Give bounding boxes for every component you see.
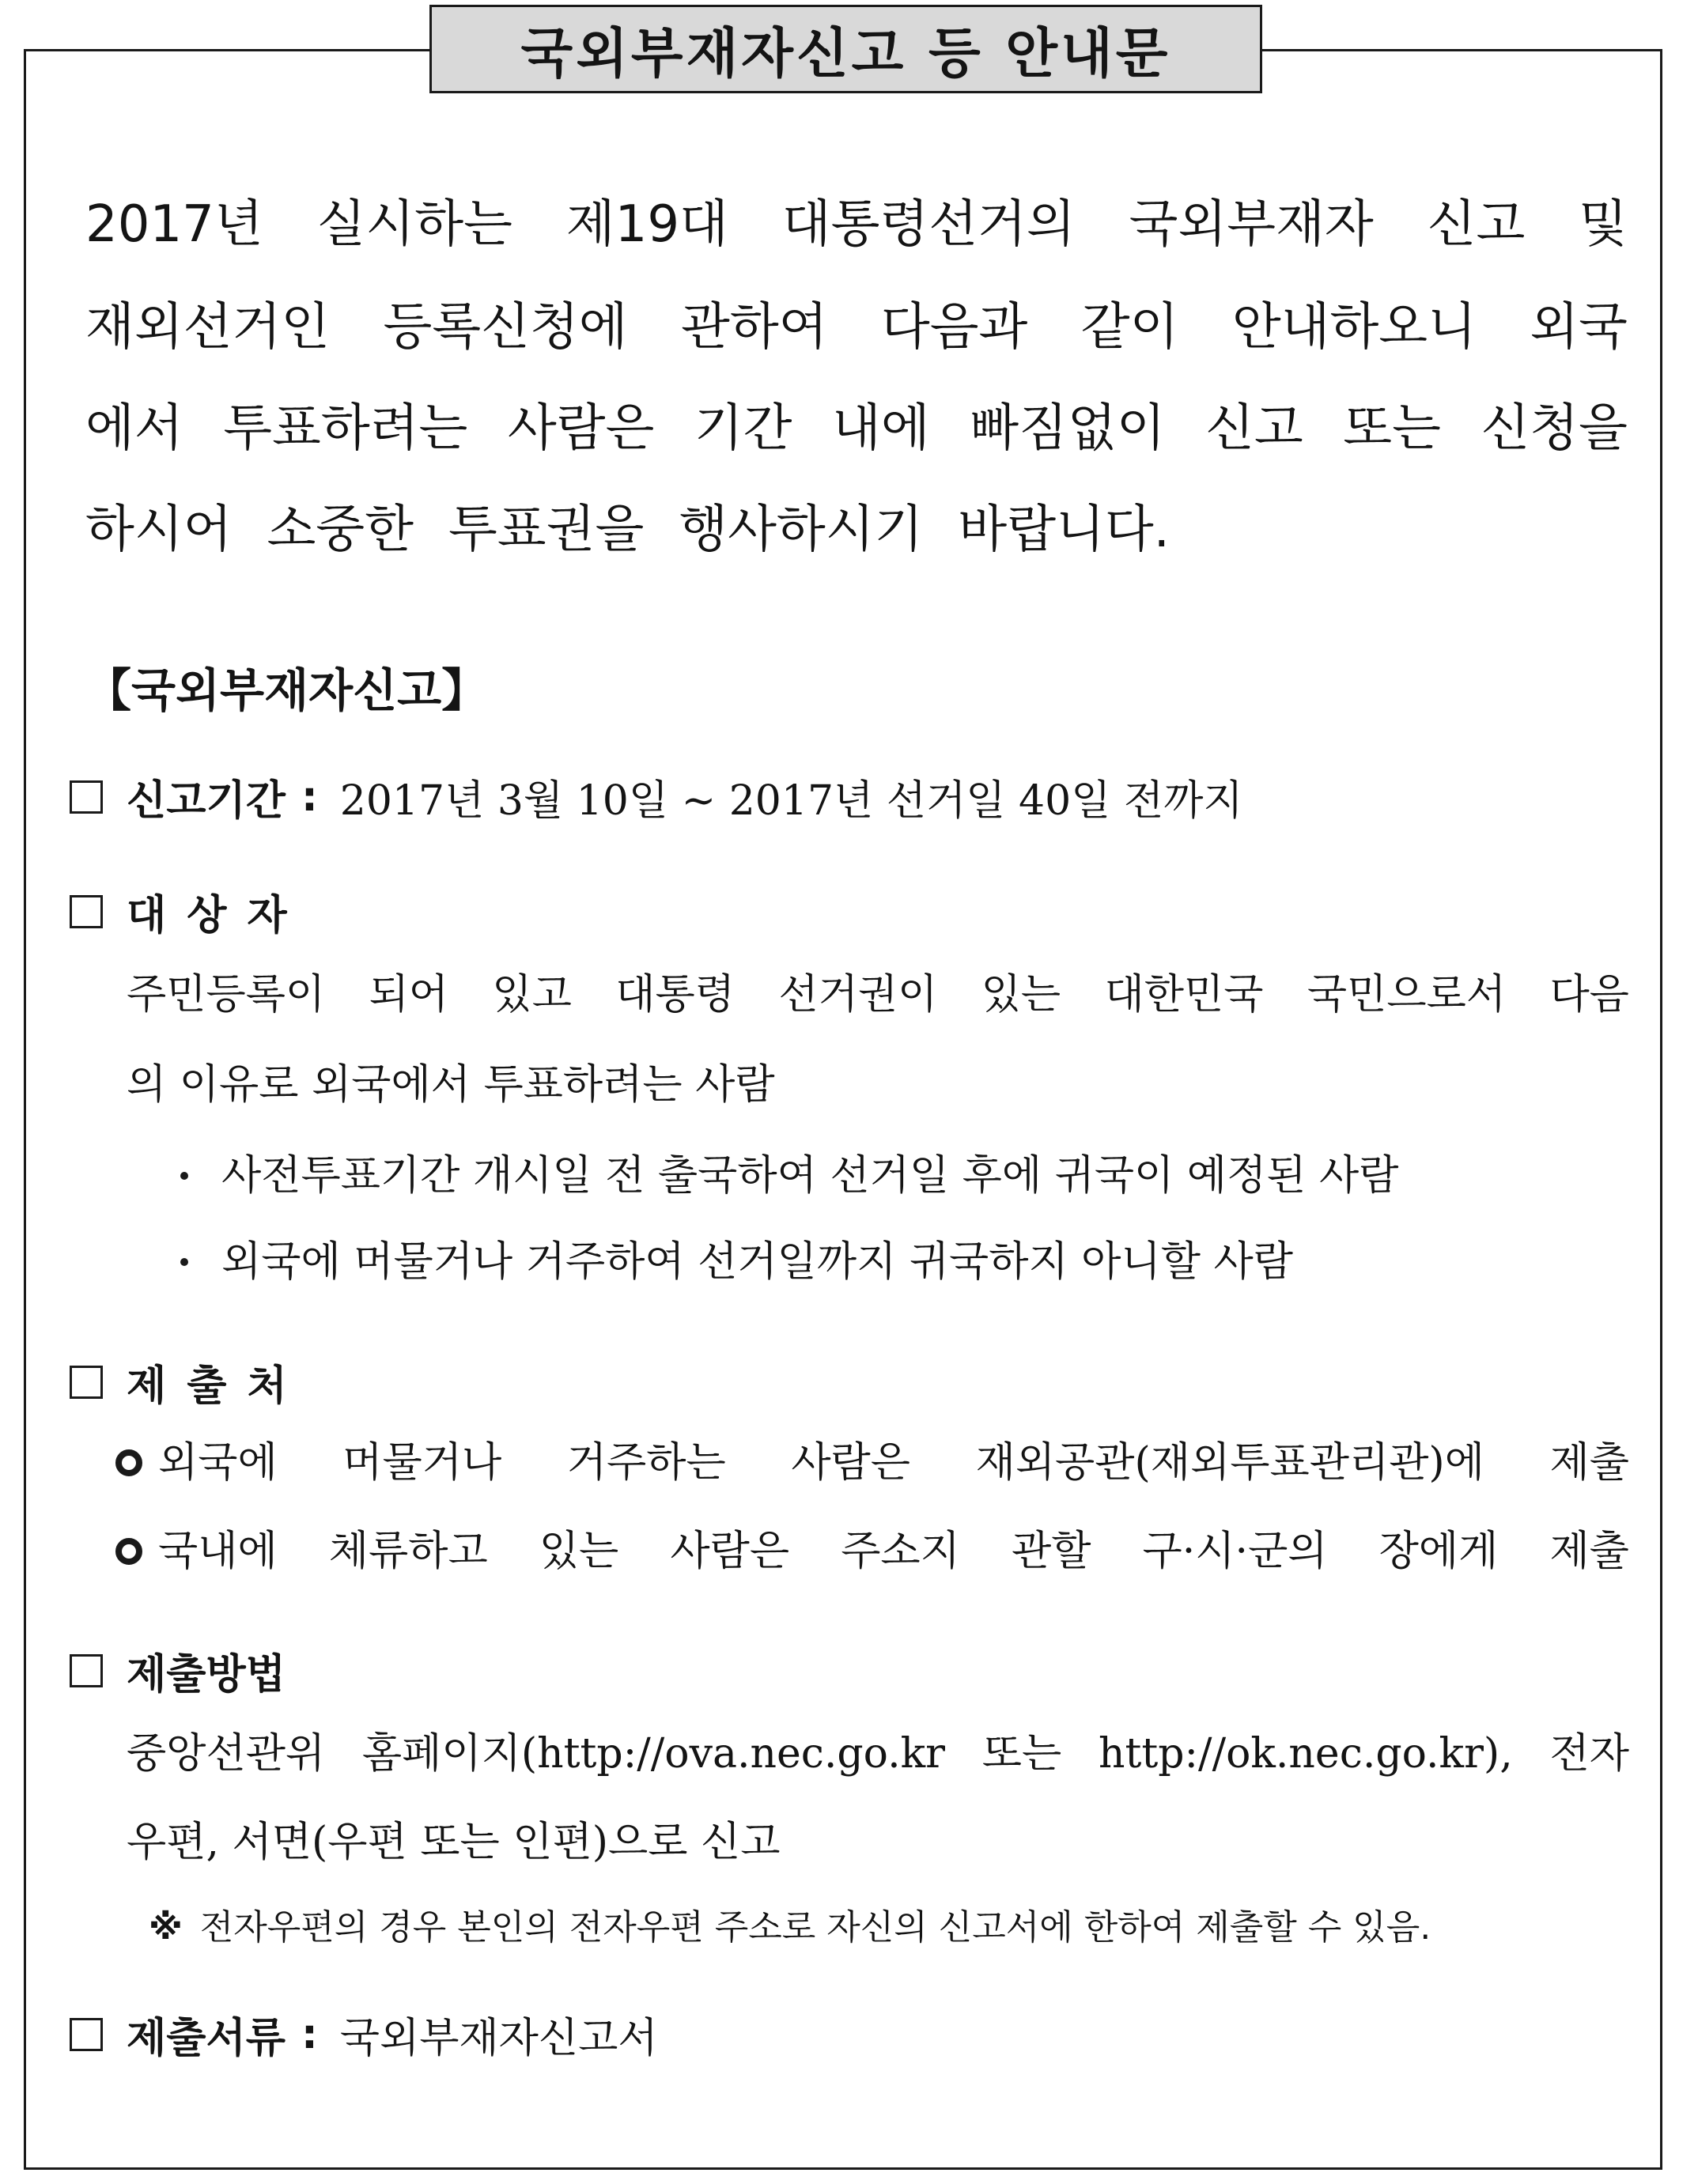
intro-word: 소중한 <box>267 501 414 559</box>
report-period-value: 2017년 3월 10일 ~ 2017년 선거일 40일 전까지 <box>339 777 1243 825</box>
checkbox-icon <box>70 2018 103 2051</box>
submit-to-item <box>70 1352 308 1411</box>
intro-word: 행사하시기 <box>679 501 924 559</box>
submit-to-label: 제출처 <box>127 1362 308 1410</box>
submit-to-item-1 <box>115 1439 1629 1487</box>
method-label: 제출방법 <box>127 1651 286 1698</box>
method-word: 홈페이지(http://ova.nec.go.kr <box>361 1730 945 1778</box>
eligible-desc-line-1 <box>127 971 1629 1018</box>
intro-word: 하시어 <box>85 501 233 559</box>
documents-label: 제출서류 <box>127 2015 286 2062</box>
eligible-item <box>70 882 308 941</box>
eligible-bullet-1 <box>180 1152 1399 1200</box>
intro-word: 내에 <box>832 399 930 458</box>
submit-to-word: 재외공관(재외투표관리관)에 <box>975 1439 1484 1487</box>
intro-word: 투표권을 <box>448 501 645 559</box>
eligible-bullet-text: 사전투표기간 개시일 전 출국하여 선거일 후에 귀국이 예정된 사람 <box>221 1152 1399 1200</box>
eligible-word: 주민등록이 <box>127 971 326 1018</box>
submit-to-word: 외국에 <box>158 1439 278 1487</box>
eligible-word: 선거권이 <box>778 971 938 1018</box>
submit-to-word: 있는 <box>539 1528 619 1575</box>
submit-to-word: 장에게 <box>1378 1528 1499 1575</box>
checkbox-icon <box>70 895 103 928</box>
intro-word: 사람은 <box>507 399 655 458</box>
submit-to-word: 주소지 <box>841 1528 960 1575</box>
intro-line-2 <box>85 298 1628 357</box>
method-item <box>70 1641 286 1700</box>
submit-to-word: 사람은 <box>670 1528 790 1575</box>
intro-word: 및 <box>1579 195 1628 254</box>
documents-colon: : <box>301 2010 318 2058</box>
submit-to-word: 거주하는 <box>566 1439 726 1487</box>
eligible-word: 대한민국 <box>1104 971 1264 1018</box>
intro-word: 제19대 <box>565 195 728 254</box>
submit-to-word: 관할 <box>1011 1528 1091 1575</box>
submit-to-word: 국내에 <box>158 1528 278 1575</box>
bullet-dot-icon <box>180 1172 188 1180</box>
bullet-dot-icon <box>180 1258 188 1266</box>
method-note-text: 전자우편의 경우 본인의 전자우편 주소로 자신의 신고서에 한하여 제출할 수 있음. <box>199 1907 1431 1948</box>
submit-to-word: 사람은 <box>791 1439 911 1487</box>
eligible-bullet-text: 외국에 머물거나 거주하여 선거일까지 귀국하지 아니할 사람 <box>221 1238 1293 1286</box>
section-heading: 【국외부재자신고】 <box>85 663 488 717</box>
checkbox-icon <box>70 1366 103 1399</box>
eligible-bullet-2 <box>180 1238 1293 1286</box>
eligible-label: 대상자 <box>127 892 308 939</box>
intro-word: 바랍니다. <box>958 501 1170 559</box>
intro-word: 신청을 <box>1481 399 1628 458</box>
intro-word: 재외선거인 <box>85 298 331 357</box>
intro-word: 빠짐없이 <box>970 399 1166 458</box>
submit-to-word: 구·시·군의 <box>1142 1528 1328 1575</box>
eligible-word: 대통령 <box>615 971 735 1018</box>
report-period-label: 신고기간 <box>127 777 286 825</box>
note-mark: ※ <box>149 1907 183 1948</box>
submit-to-word: 제출 <box>1549 1439 1629 1487</box>
intro-word: 에서 <box>85 399 183 458</box>
checkbox-icon <box>70 780 103 814</box>
intro-word: 또는 <box>1343 399 1441 458</box>
submit-to-word: 제출 <box>1549 1528 1629 1575</box>
intro-word: 신고 <box>1427 195 1526 254</box>
intro-word: 기간 <box>694 399 792 458</box>
eligible-word: 있는 <box>981 971 1061 1018</box>
method-word: 중앙선관위 <box>127 1730 326 1778</box>
method-word: 전자 <box>1549 1730 1629 1778</box>
intro-word: 2017년 <box>85 195 263 254</box>
intro-word: 관하여 <box>681 298 828 357</box>
intro-word: 국외부재자 <box>1129 195 1374 254</box>
eligible-word: 있고 <box>492 971 572 1018</box>
method-word: http://ok.nec.go.kr), <box>1098 1730 1513 1778</box>
method-line-1 <box>127 1730 1629 1778</box>
intro-line-3 <box>85 399 1628 458</box>
documents-item <box>70 2005 658 2064</box>
submit-to-word: 머물거나 <box>342 1439 502 1487</box>
circle-bullet-icon <box>115 1449 142 1476</box>
eligible-word: 되어 <box>369 971 449 1018</box>
documents-value: 국외부재자신고서 <box>339 2015 658 2062</box>
report-period-colon: : <box>301 773 318 821</box>
intro-word: 같이 <box>1080 298 1179 357</box>
intro-word: 외국 <box>1530 298 1628 357</box>
intro-word: 등록신청에 <box>383 298 628 357</box>
eligible-word: 다음 <box>1549 971 1629 1018</box>
eligible-desc-line-2: 의 이유로 외국에서 투표하려는 사람 <box>127 1061 775 1109</box>
page-title: 국외부재자신고 등 안내문 <box>429 5 1262 93</box>
intro-word: 안내하오니 <box>1231 298 1477 357</box>
checkbox-icon <box>70 1654 103 1687</box>
intro-word: 실시하는 <box>316 195 512 254</box>
method-word: 또는 <box>981 1730 1062 1778</box>
intro-word: 투표하려는 <box>223 399 468 458</box>
intro-line-1 <box>85 195 1628 254</box>
submit-to-item-2 <box>115 1528 1629 1575</box>
intro-word: 다음과 <box>880 298 1028 357</box>
circle-bullet-icon <box>115 1538 142 1565</box>
intro-word: 대통령선거의 <box>781 195 1076 254</box>
submit-to-word: 체류하고 <box>328 1528 488 1575</box>
report-period-item <box>70 767 1243 826</box>
eligible-word: 국민으로서 <box>1307 971 1507 1018</box>
intro-word: 신고 <box>1205 399 1303 458</box>
intro-line-4 <box>85 501 1628 559</box>
method-line-2: 우편, 서면(우편 또는 인편)으로 신고 <box>127 1819 781 1866</box>
method-note <box>149 1907 1431 1948</box>
